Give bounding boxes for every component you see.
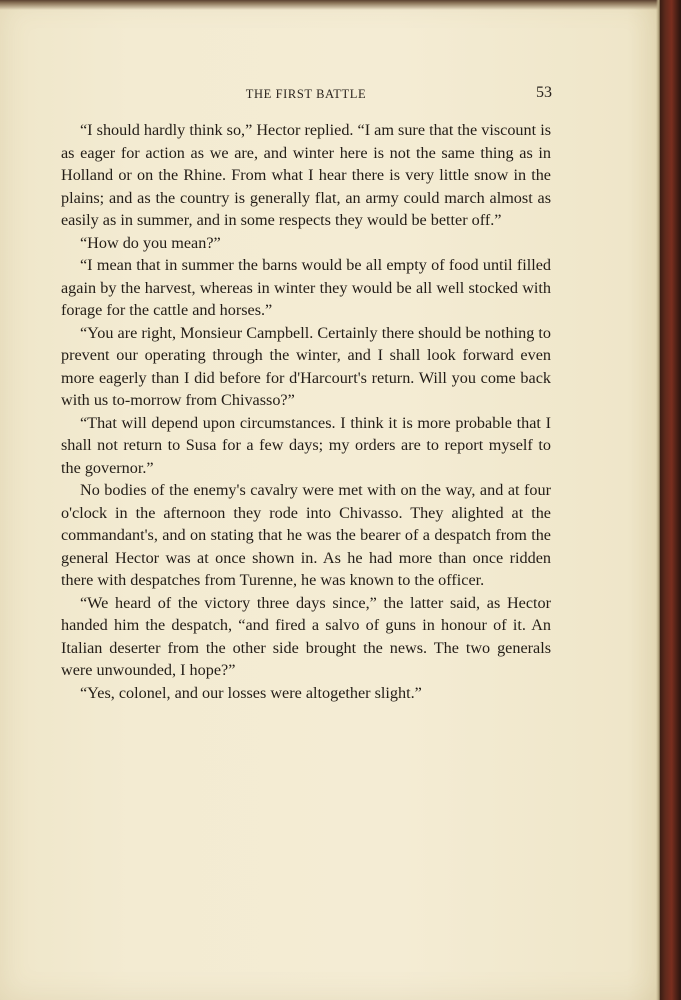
body-text [61, 119, 551, 704]
paragraph: No bodies of the enemy's cavalry were met with on the way, and at four o'clock in the afternoon they rode into Chivasso. They alighted at the commandant's, and on stating that he was the bearer of a despatch from the general Hector was at once shown in. As he had more than once ridden there with despatches from Turenne, he was known to the officer. [61, 481, 551, 589]
paragraph: “I mean that in summer the barns would be all empty of food until filled again by the harvest, whereas in winter they would be all well stocked with forage for the cattle and horses.” [61, 256, 551, 319]
paragraph: “Yes, colonel, and our losses were altogether slight.” [80, 683, 422, 702]
paragraph: “How do you mean?” [80, 233, 221, 252]
running-title: THE FIRST BATTLE [245, 87, 367, 101]
paragraph: “I should hardly think so,” Hector replied. “I am sure that the viscount is as eager for action as we are, and winter here is not the same thing as in Holland or on the Rhine. From what I hear there is very little snow in the plains; and as the country is generally flat, an army could march almost as easily as in summer, and in some respects they would be better off.” [61, 121, 551, 229]
running-head [78, 84, 552, 106]
paragraph: “We heard of the victory three days since,” the latter said, as Hector handed him the despatch, “and fired a salvo of guns in honour of it. An Italian deserter from the other side brought the news. The two generals were unwounded, I hope?” [61, 593, 551, 679]
page-number: 53 [536, 84, 552, 101]
paragraph: “That will depend upon circumstances. I think it is more probable that I shall not return to Susa for a few days; my orders are to report myself to the governor.” [61, 413, 551, 477]
book-binding [660, 0, 681, 1000]
paragraph: “You are right, Monsieur Campbell. Certainly there should be nothing to prevent our operating through the winter, and I shall look forward even more eagerly than I did before for d'Harcourt's return. Will you come back with us to-morrow from Chivasso?” [61, 323, 551, 409]
page-top-edge [0, 0, 660, 10]
